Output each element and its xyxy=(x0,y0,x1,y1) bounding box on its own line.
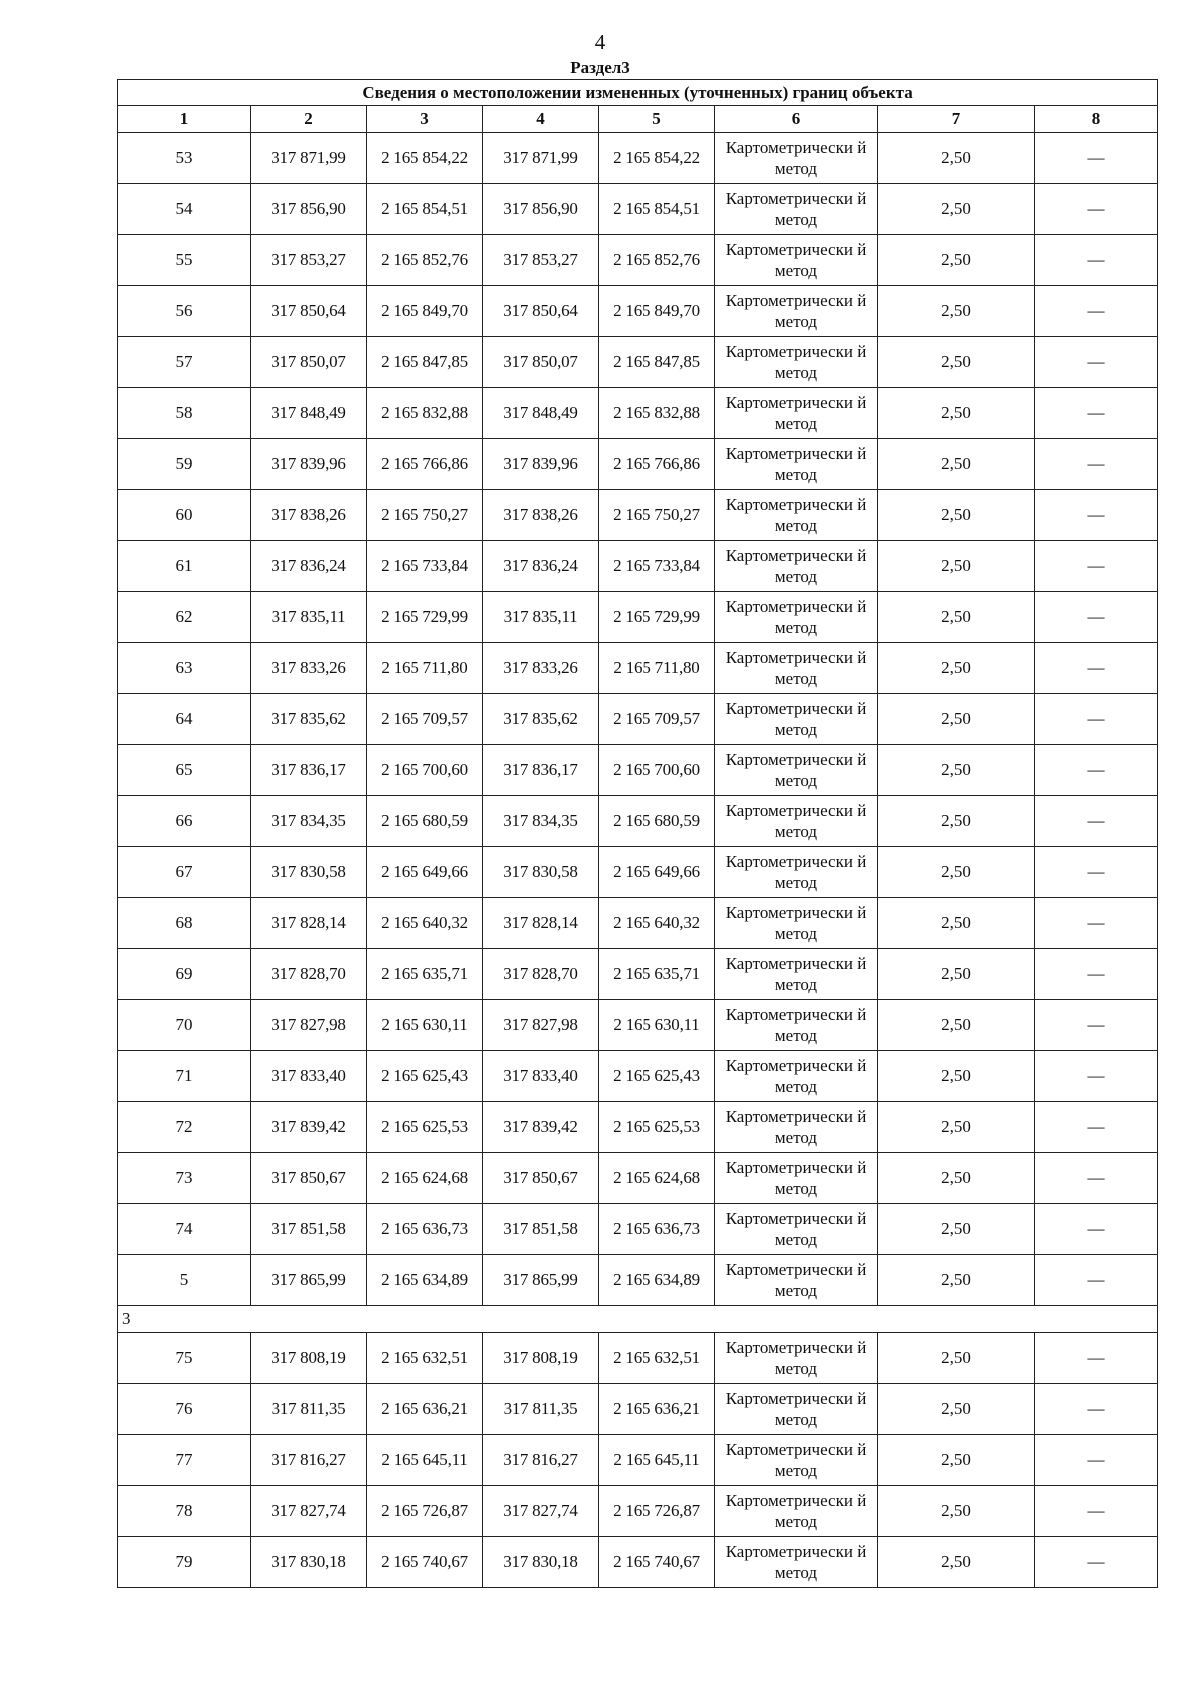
table-row xyxy=(118,490,1158,541)
method-cell: Картометрически й метод xyxy=(715,541,878,592)
new-y-cell: 2 165 625,43 xyxy=(599,1051,715,1102)
table-row xyxy=(118,949,1158,1000)
old-x-cell: 317 833,26 xyxy=(251,643,367,694)
old-x-cell: 317 828,70 xyxy=(251,949,367,1000)
table-caption-row xyxy=(118,80,1158,106)
old-x-cell: 317 850,67 xyxy=(251,1153,367,1204)
point-number-cell: 60 xyxy=(118,490,251,541)
point-number-cell: 54 xyxy=(118,184,251,235)
new-y-cell: 2 165 740,67 xyxy=(599,1537,715,1588)
new-y-cell: 2 165 849,70 xyxy=(599,286,715,337)
old-x-cell: 317 851,58 xyxy=(251,1204,367,1255)
new-y-cell: 2 165 733,84 xyxy=(599,541,715,592)
old-x-cell: 317 835,11 xyxy=(251,592,367,643)
method-cell: Картометрически й метод xyxy=(715,235,878,286)
new-y-cell: 2 165 680,59 xyxy=(599,796,715,847)
accuracy-cell: 2,50 xyxy=(878,1384,1035,1435)
point-number-cell: 73 xyxy=(118,1153,251,1204)
description-cell: — xyxy=(1035,796,1158,847)
old-y-cell: 2 165 625,53 xyxy=(367,1102,483,1153)
accuracy-cell: 2,50 xyxy=(878,949,1035,1000)
new-y-cell: 2 165 750,27 xyxy=(599,490,715,541)
column-number: 7 xyxy=(878,106,1035,133)
point-number-cell: 5 xyxy=(118,1255,251,1306)
table-row xyxy=(118,898,1158,949)
method-cell: Картометрически й метод xyxy=(715,388,878,439)
table-row xyxy=(118,1333,1158,1384)
description-cell: — xyxy=(1035,1333,1158,1384)
description-cell: — xyxy=(1035,694,1158,745)
description-cell: — xyxy=(1035,745,1158,796)
description-cell: — xyxy=(1035,541,1158,592)
point-number-cell: 69 xyxy=(118,949,251,1000)
new-x-cell: 317 853,27 xyxy=(483,235,599,286)
new-y-cell: 2 165 854,22 xyxy=(599,133,715,184)
new-y-cell: 2 165 625,53 xyxy=(599,1102,715,1153)
new-x-cell: 317 848,49 xyxy=(483,388,599,439)
new-x-cell: 317 827,74 xyxy=(483,1486,599,1537)
description-cell: — xyxy=(1035,235,1158,286)
new-x-cell: 317 828,70 xyxy=(483,949,599,1000)
old-y-cell: 2 165 645,11 xyxy=(367,1435,483,1486)
old-x-cell: 317 835,62 xyxy=(251,694,367,745)
old-y-cell: 2 165 636,21 xyxy=(367,1384,483,1435)
method-cell: Картометрически й метод xyxy=(715,1255,878,1306)
old-x-cell: 317 811,35 xyxy=(251,1384,367,1435)
accuracy-cell: 2,50 xyxy=(878,1204,1035,1255)
accuracy-cell: 2,50 xyxy=(878,592,1035,643)
column-number: 5 xyxy=(599,106,715,133)
new-y-cell: 2 165 854,51 xyxy=(599,184,715,235)
method-cell: Картометрически й метод xyxy=(715,1204,878,1255)
table-row xyxy=(118,847,1158,898)
description-cell: — xyxy=(1035,286,1158,337)
table-row xyxy=(118,337,1158,388)
column-number-row xyxy=(118,106,1158,133)
new-y-cell: 2 165 852,76 xyxy=(599,235,715,286)
old-x-cell: 317 836,17 xyxy=(251,745,367,796)
table-row xyxy=(118,592,1158,643)
method-cell: Картометрически й метод xyxy=(715,1333,878,1384)
table-row xyxy=(118,1384,1158,1435)
new-x-cell: 317 836,24 xyxy=(483,541,599,592)
old-y-cell: 2 165 847,85 xyxy=(367,337,483,388)
point-number-cell: 55 xyxy=(118,235,251,286)
old-y-cell: 2 165 832,88 xyxy=(367,388,483,439)
point-number-cell: 62 xyxy=(118,592,251,643)
old-y-cell: 2 165 740,67 xyxy=(367,1537,483,1588)
new-y-cell: 2 165 640,32 xyxy=(599,898,715,949)
method-cell: Картометрически й метод xyxy=(715,1153,878,1204)
description-cell: — xyxy=(1035,592,1158,643)
old-x-cell: 317 848,49 xyxy=(251,388,367,439)
method-cell: Картометрически й метод xyxy=(715,1384,878,1435)
old-y-cell: 2 165 709,57 xyxy=(367,694,483,745)
table-row xyxy=(118,694,1158,745)
old-x-cell: 317 850,64 xyxy=(251,286,367,337)
point-number-cell: 70 xyxy=(118,1000,251,1051)
old-y-cell: 2 165 852,76 xyxy=(367,235,483,286)
page-number: 4 xyxy=(594,30,606,54)
old-x-cell: 317 827,98 xyxy=(251,1000,367,1051)
column-number: 3 xyxy=(367,106,483,133)
point-number-cell: 71 xyxy=(118,1051,251,1102)
accuracy-cell: 2,50 xyxy=(878,1537,1035,1588)
old-x-cell: 317 833,40 xyxy=(251,1051,367,1102)
description-cell: — xyxy=(1035,643,1158,694)
accuracy-cell: 2,50 xyxy=(878,694,1035,745)
description-cell: — xyxy=(1035,1255,1158,1306)
new-x-cell: 317 851,58 xyxy=(483,1204,599,1255)
old-y-cell: 2 165 849,70 xyxy=(367,286,483,337)
new-x-cell: 317 811,35 xyxy=(483,1384,599,1435)
old-y-cell: 2 165 632,51 xyxy=(367,1333,483,1384)
description-cell: — xyxy=(1035,1486,1158,1537)
method-cell: Картометрически й метод xyxy=(715,745,878,796)
old-x-cell: 317 834,35 xyxy=(251,796,367,847)
table-row xyxy=(118,1000,1158,1051)
old-x-cell: 317 871,99 xyxy=(251,133,367,184)
method-cell: Картометрически й метод xyxy=(715,1486,878,1537)
accuracy-cell: 2,50 xyxy=(878,1000,1035,1051)
old-y-cell: 2 165 624,68 xyxy=(367,1153,483,1204)
point-number-cell: 74 xyxy=(118,1204,251,1255)
new-y-cell: 2 165 729,99 xyxy=(599,592,715,643)
new-y-cell: 2 165 645,11 xyxy=(599,1435,715,1486)
old-y-cell: 2 165 729,99 xyxy=(367,592,483,643)
old-x-cell: 317 839,96 xyxy=(251,439,367,490)
accuracy-cell: 2,50 xyxy=(878,1051,1035,1102)
accuracy-cell: 2,50 xyxy=(878,1333,1035,1384)
new-x-cell: 317 865,99 xyxy=(483,1255,599,1306)
column-number: 6 xyxy=(715,106,878,133)
old-y-cell: 2 165 711,80 xyxy=(367,643,483,694)
new-x-cell: 317 828,14 xyxy=(483,898,599,949)
point-number-cell: 75 xyxy=(118,1333,251,1384)
accuracy-cell: 2,50 xyxy=(878,745,1035,796)
new-y-cell: 2 165 649,66 xyxy=(599,847,715,898)
old-x-cell: 317 828,14 xyxy=(251,898,367,949)
method-cell: Картометрически й метод xyxy=(715,184,878,235)
column-number: 2 xyxy=(251,106,367,133)
accuracy-cell: 2,50 xyxy=(878,541,1035,592)
accuracy-cell: 2,50 xyxy=(878,133,1035,184)
method-cell: Картометрически й метод xyxy=(715,949,878,1000)
old-y-cell: 2 165 854,51 xyxy=(367,184,483,235)
new-x-cell: 317 816,27 xyxy=(483,1435,599,1486)
table-row xyxy=(118,1537,1158,1588)
old-y-cell: 2 165 625,43 xyxy=(367,1051,483,1102)
old-x-cell: 317 838,26 xyxy=(251,490,367,541)
new-x-cell: 317 836,17 xyxy=(483,745,599,796)
new-y-cell: 2 165 634,89 xyxy=(599,1255,715,1306)
accuracy-cell: 2,50 xyxy=(878,1255,1035,1306)
old-x-cell: 317 830,18 xyxy=(251,1537,367,1588)
old-x-cell: 317 865,99 xyxy=(251,1255,367,1306)
description-cell: — xyxy=(1035,184,1158,235)
table-row xyxy=(118,1486,1158,1537)
table-row xyxy=(118,796,1158,847)
new-x-cell: 317 850,67 xyxy=(483,1153,599,1204)
description-cell: — xyxy=(1035,1153,1158,1204)
old-y-cell: 2 165 630,11 xyxy=(367,1000,483,1051)
old-y-cell: 2 165 726,87 xyxy=(367,1486,483,1537)
old-x-cell: 317 853,27 xyxy=(251,235,367,286)
new-x-cell: 317 827,98 xyxy=(483,1000,599,1051)
accuracy-cell: 2,50 xyxy=(878,388,1035,439)
new-x-cell: 317 833,26 xyxy=(483,643,599,694)
description-cell: — xyxy=(1035,949,1158,1000)
accuracy-cell: 2,50 xyxy=(878,1435,1035,1486)
accuracy-cell: 2,50 xyxy=(878,1486,1035,1537)
description-cell: — xyxy=(1035,847,1158,898)
new-y-cell: 2 165 624,68 xyxy=(599,1153,715,1204)
method-cell: Картометрически й метод xyxy=(715,1102,878,1153)
old-y-cell: 2 165 636,73 xyxy=(367,1204,483,1255)
method-cell: Картометрически й метод xyxy=(715,694,878,745)
point-number-cell: 65 xyxy=(118,745,251,796)
accuracy-cell: 2,50 xyxy=(878,235,1035,286)
old-y-cell: 2 165 680,59 xyxy=(367,796,483,847)
table-row xyxy=(118,745,1158,796)
point-number-cell: 58 xyxy=(118,388,251,439)
column-number: 8 xyxy=(1035,106,1158,133)
column-number: 4 xyxy=(483,106,599,133)
old-x-cell: 317 808,19 xyxy=(251,1333,367,1384)
new-x-cell: 317 838,26 xyxy=(483,490,599,541)
point-number-cell: 59 xyxy=(118,439,251,490)
table-row xyxy=(118,133,1158,184)
new-y-cell: 2 165 726,87 xyxy=(599,1486,715,1537)
method-cell: Картометрически й метод xyxy=(715,439,878,490)
point-number-cell: 66 xyxy=(118,796,251,847)
new-x-cell: 317 830,18 xyxy=(483,1537,599,1588)
description-cell: — xyxy=(1035,1435,1158,1486)
new-x-cell: 317 830,58 xyxy=(483,847,599,898)
new-x-cell: 317 833,40 xyxy=(483,1051,599,1102)
old-x-cell: 317 856,90 xyxy=(251,184,367,235)
method-cell: Картометрически й метод xyxy=(715,337,878,388)
new-x-cell: 317 850,07 xyxy=(483,337,599,388)
new-x-cell: 317 808,19 xyxy=(483,1333,599,1384)
description-cell: — xyxy=(1035,337,1158,388)
old-x-cell: 317 836,24 xyxy=(251,541,367,592)
old-x-cell: 317 827,74 xyxy=(251,1486,367,1537)
accuracy-cell: 2,50 xyxy=(878,490,1035,541)
new-y-cell: 2 165 635,71 xyxy=(599,949,715,1000)
new-x-cell: 317 856,90 xyxy=(483,184,599,235)
method-cell: Картометрически й метод xyxy=(715,796,878,847)
point-number-cell: 68 xyxy=(118,898,251,949)
point-number-cell: 56 xyxy=(118,286,251,337)
new-y-cell: 2 165 636,21 xyxy=(599,1384,715,1435)
accuracy-cell: 2,50 xyxy=(878,796,1035,847)
description-cell: — xyxy=(1035,1204,1158,1255)
old-y-cell: 2 165 640,32 xyxy=(367,898,483,949)
new-x-cell: 317 835,62 xyxy=(483,694,599,745)
method-cell: Картометрически й метод xyxy=(715,1051,878,1102)
contour-separator-row xyxy=(118,1306,1158,1333)
accuracy-cell: 2,50 xyxy=(878,184,1035,235)
old-y-cell: 2 165 634,89 xyxy=(367,1255,483,1306)
method-cell: Картометрически й метод xyxy=(715,847,878,898)
table-row xyxy=(118,1435,1158,1486)
section-title: Раздел3 xyxy=(570,58,630,77)
old-y-cell: 2 165 750,27 xyxy=(367,490,483,541)
table-row xyxy=(118,1255,1158,1306)
table-row xyxy=(118,1102,1158,1153)
contour-label: 3 xyxy=(118,1306,1158,1333)
new-y-cell: 2 165 709,57 xyxy=(599,694,715,745)
table-row xyxy=(118,184,1158,235)
method-cell: Картометрически й метод xyxy=(715,1537,878,1588)
method-cell: Картометрически й метод xyxy=(715,592,878,643)
method-cell: Картометрически й метод xyxy=(715,643,878,694)
accuracy-cell: 2,50 xyxy=(878,439,1035,490)
accuracy-cell: 2,50 xyxy=(878,1102,1035,1153)
column-number: 1 xyxy=(118,106,251,133)
table-row xyxy=(118,1153,1158,1204)
new-x-cell: 317 871,99 xyxy=(483,133,599,184)
new-x-cell: 317 835,11 xyxy=(483,592,599,643)
description-cell: — xyxy=(1035,898,1158,949)
accuracy-cell: 2,50 xyxy=(878,337,1035,388)
new-y-cell: 2 165 766,86 xyxy=(599,439,715,490)
table-row xyxy=(118,1051,1158,1102)
description-cell: — xyxy=(1035,1384,1158,1435)
old-y-cell: 2 165 766,86 xyxy=(367,439,483,490)
table-row xyxy=(118,286,1158,337)
point-number-cell: 72 xyxy=(118,1102,251,1153)
description-cell: — xyxy=(1035,1000,1158,1051)
table-row xyxy=(118,235,1158,286)
table-row xyxy=(118,439,1158,490)
old-x-cell: 317 816,27 xyxy=(251,1435,367,1486)
new-y-cell: 2 165 711,80 xyxy=(599,643,715,694)
description-cell: — xyxy=(1035,133,1158,184)
accuracy-cell: 2,50 xyxy=(878,1153,1035,1204)
new-y-cell: 2 165 636,73 xyxy=(599,1204,715,1255)
point-number-cell: 78 xyxy=(118,1486,251,1537)
old-x-cell: 317 850,07 xyxy=(251,337,367,388)
method-cell: Картометрически й метод xyxy=(715,898,878,949)
point-number-cell: 64 xyxy=(118,694,251,745)
description-cell: — xyxy=(1035,1537,1158,1588)
method-cell: Картометрически й метод xyxy=(715,133,878,184)
point-number-cell: 57 xyxy=(118,337,251,388)
point-number-cell: 79 xyxy=(118,1537,251,1588)
old-y-cell: 2 165 700,60 xyxy=(367,745,483,796)
boundary-table xyxy=(117,79,1158,1588)
description-cell: — xyxy=(1035,1051,1158,1102)
new-y-cell: 2 165 632,51 xyxy=(599,1333,715,1384)
new-y-cell: 2 165 847,85 xyxy=(599,337,715,388)
table-row xyxy=(118,643,1158,694)
new-x-cell: 317 839,42 xyxy=(483,1102,599,1153)
description-cell: — xyxy=(1035,439,1158,490)
point-number-cell: 63 xyxy=(118,643,251,694)
description-cell: — xyxy=(1035,490,1158,541)
point-number-cell: 61 xyxy=(118,541,251,592)
description-cell: — xyxy=(1035,388,1158,439)
new-y-cell: 2 165 832,88 xyxy=(599,388,715,439)
table-body xyxy=(118,133,1158,1588)
point-number-cell: 77 xyxy=(118,1435,251,1486)
old-y-cell: 2 165 649,66 xyxy=(367,847,483,898)
table-caption: Сведения о местоположении измененных (уточненных) границ объекта xyxy=(118,80,1158,106)
accuracy-cell: 2,50 xyxy=(878,898,1035,949)
new-y-cell: 2 165 630,11 xyxy=(599,1000,715,1051)
old-x-cell: 317 839,42 xyxy=(251,1102,367,1153)
method-cell: Картометрически й метод xyxy=(715,1000,878,1051)
old-y-cell: 2 165 733,84 xyxy=(367,541,483,592)
accuracy-cell: 2,50 xyxy=(878,847,1035,898)
point-number-cell: 76 xyxy=(118,1384,251,1435)
old-x-cell: 317 830,58 xyxy=(251,847,367,898)
method-cell: Картометрически й метод xyxy=(715,1435,878,1486)
accuracy-cell: 2,50 xyxy=(878,643,1035,694)
method-cell: Картометрически й метод xyxy=(715,490,878,541)
table-row xyxy=(118,541,1158,592)
old-y-cell: 2 165 635,71 xyxy=(367,949,483,1000)
new-x-cell: 317 850,64 xyxy=(483,286,599,337)
accuracy-cell: 2,50 xyxy=(878,286,1035,337)
table-row xyxy=(118,1204,1158,1255)
new-x-cell: 317 839,96 xyxy=(483,439,599,490)
table-row xyxy=(118,388,1158,439)
old-y-cell: 2 165 854,22 xyxy=(367,133,483,184)
description-cell: — xyxy=(1035,1102,1158,1153)
new-x-cell: 317 834,35 xyxy=(483,796,599,847)
point-number-cell: 67 xyxy=(118,847,251,898)
method-cell: Картометрически й метод xyxy=(715,286,878,337)
point-number-cell: 53 xyxy=(118,133,251,184)
new-y-cell: 2 165 700,60 xyxy=(599,745,715,796)
